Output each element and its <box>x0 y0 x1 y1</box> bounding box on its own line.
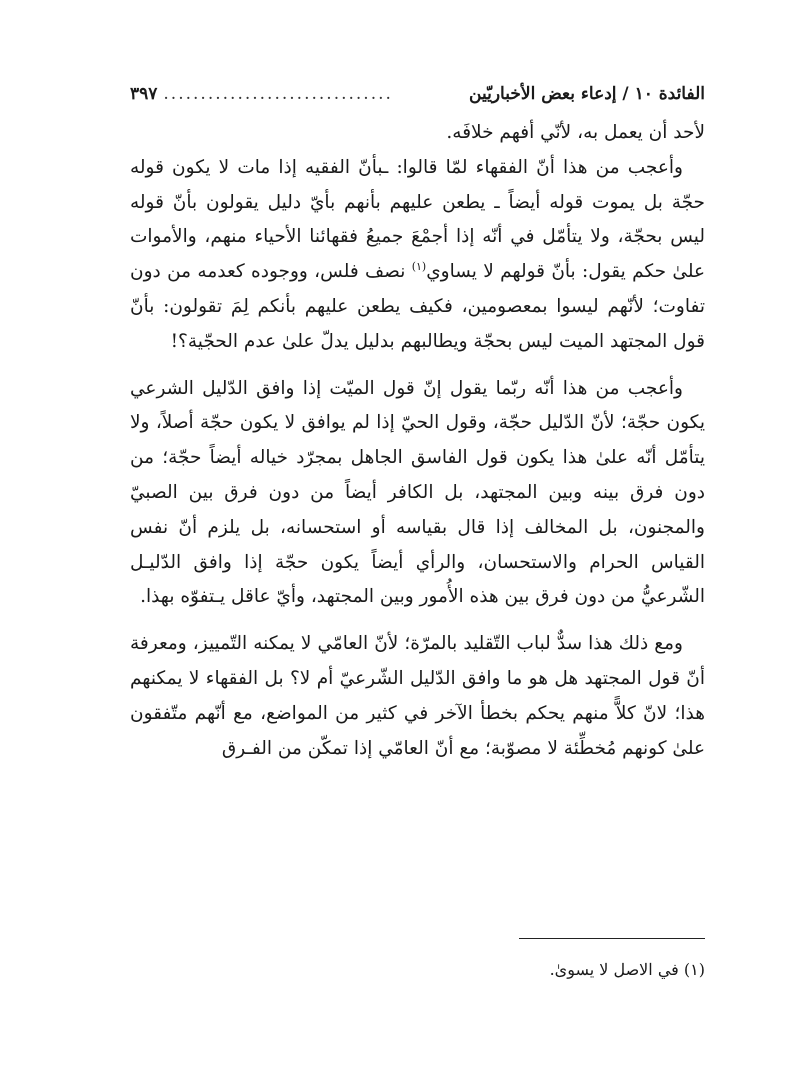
paragraph <box>130 151 705 360</box>
paragraph <box>130 627 705 766</box>
paragraph <box>130 372 705 616</box>
footnote: (١) في الاصل لا يسوىٰ. <box>549 960 705 979</box>
leader-dots: ............................... <box>163 84 393 104</box>
paragraph <box>130 116 705 151</box>
footnote-divider <box>519 938 705 939</box>
paragraph-text: ومع ذلك هذا سدٌّ لباب التّقليد بالمرّة؛ لأنّ العامّي لا يمكنه التّمييز، ومعرفة أنّ قول المجتهد هل هو ما وافق الدّليل الشّرعيّ أم لا؟ بل الفقهاء لا يمكنهم هذا؛ لانّ كلاًّ منهم يحكم بخطأ الآخر في كثير من المواضع، مع أنّهم متّفقون علىٰ كونهم مُخطِّئة لا مصوّبة؛ مع أنّ العامّي إذا تمكّن من الفـرق <box>130 633 705 759</box>
running-header <box>130 84 705 116</box>
chapter-title: الفائدة ١٠ / إدعاء بعض الأخباريّين <box>469 84 705 104</box>
footnote-marker[interactable]: (١) <box>411 260 427 274</box>
paragraph-text: وأعجب من هذا أنّ الفقهاء لمّا قالوا: ـبأنّ الفقيه إذا مات لا يكون قوله حجّة بل يموت قوله أيضاً ـ يطعن عليهم بأنهم بأيّ دليل يقولون بأنّ قوله ليس بحجّة، ولا يتأمّل في أنّه إذا أجمْعَ جميعُ فقهائنا الأحياء منهم، والأموات علىٰ حكم يقول: بأنّ قولهم لا يساوي <box>130 156 705 283</box>
paragraph-text: نصف فلس، ووجوده كعدمه من دون تفاوت؛ لأنّهم ليسوا بمعصومين، فكيف يطعن عليهم بأنكم لِمَ تقولون: بأنّ قول المجتهد الميت ليس بحجّة ويطالبهم بدليل يدلّ علىٰ عدم الحجّية؟! <box>130 261 705 352</box>
page-number: ٣٩٧ <box>130 84 158 104</box>
paragraph-text: وأعجب من هذا أنّه ربّما يقول إنّ قول الميّت إذا وافق الدّليل الشرعي يكون حجّة؛ لأنّ الدّليل حجّة، وقول الحيّ إذا لم يوافق لا يكون حجّة أصلاً، ولا يتأمّل أنّه علىٰ هذا يكون قول الفاسق الجاهل بمجرّد خياله أيضاً حجّة؛ من دون فرق بينه وبين المجتهد، بل الكافر أيضاً من دون فرق بين الصبيّ والمجنون، بل المخالف إذا قال بقياسه أو استحسانه، بل يلزم أنّ نفس القياس الحرام والاستحسان، والرأي أيضاً يكون حجّة إذا وافق الدّليـل الشّرعيُّ من دون فرق بين هذه الأُمور وبين المجتهد، وأيّ عاقل يـتفوّه بهذا. <box>130 377 705 608</box>
paragraph-text: لأحد أن يعمل به، لأنّي أفهم خلافَه. <box>446 122 705 143</box>
main-text <box>130 116 705 766</box>
page-body <box>130 84 705 766</box>
